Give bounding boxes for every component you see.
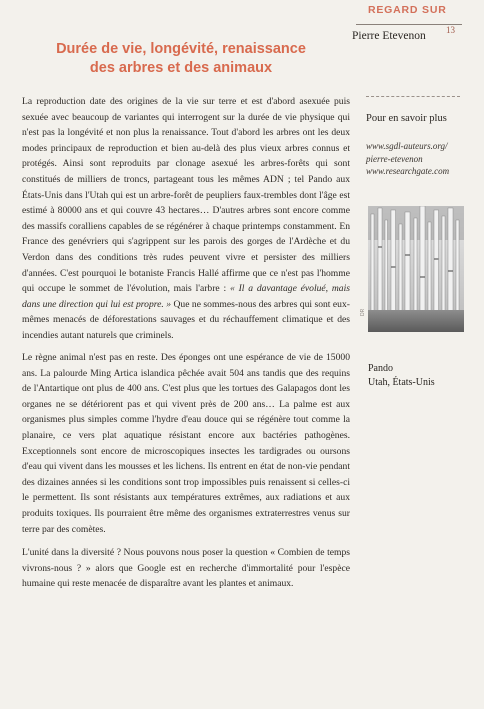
article-title: [22, 40, 340, 78]
sidebar-link-sgdl-path[interactable]: pierre-etevenon: [366, 153, 423, 164]
author-name: Pierre Etevenon: [352, 30, 426, 42]
article-title-line-1: Durée de vie, longévité, renaissance: [56, 41, 306, 57]
paragraph-trees: [22, 94, 350, 344]
sidebar-link-sgdl[interactable]: www.sgdl-auteurs.org/: [366, 141, 448, 151]
halle-quote: « Il a davantage évolué, mais dans une direction qui lui est propre. »: [22, 283, 350, 310]
paragraph-animals: [22, 350, 350, 537]
paragraph-animals-text: Le règne animal n'est pas en reste. Des éponges ont une espérance de vie de 15000 ans. La palourde Ming Artica islandica pêchée avait 504 ans tandis que des requins de l'Antartique ont plus de 400 ans. C'est plus que les tortues des Galapagos dont les organes ne se détériorent pas et qui vivent près de 200 ans… La palme est aux organismes plus simples comme l'hydre d'eau douce qui se régénère tout comme la planaire, ce vers plat aquatique résistant encore aux bactéries pathogènes. Exceptionnels sont encore de microscopiques insectes les tardigrades ou oursons d'eau qui vivent dans les mousses et les lichens. Ils entrent en état de non-vie pendant des dizaines années si les conditions sont trop impossibles puis renaissent si celles-ci le permettent. Ils sont résistants aux températures extrêmes, aux radiations et aux produits toxiques. Ils pourraient être même des organismes extraterrestres venus sur terre par des comètes.: [22, 352, 350, 535]
sidebar-link-researchgate[interactable]: www.researchgate.com: [366, 166, 450, 176]
page-number: 13: [446, 25, 455, 35]
photo-credit: DR: [360, 308, 366, 316]
caption-place: Pando: [368, 363, 393, 374]
sidebar-heading: Pour en savoir plus: [366, 113, 447, 124]
article-title-line-2: des arbres et des animaux: [89, 60, 273, 76]
paragraph-trees-conclusion: Que ne sommes-nous des arbres qui sont eux-mêmes menacés de déforestations sauvages et du réchauffement climatique et des incendies autant naturels que criminels.: [22, 298, 350, 341]
paragraph-unity-text: L'unité dans la diversité ? Nous pouvons nous poser la question « Combien de temps vivrons-nous ? » alors que Google est en recherche d'immortalité pour l'espèce humaine qui reste menacée de disparaître avant les plantes et animaux.: [22, 547, 350, 590]
caption-location: Utah, États-Unis: [368, 377, 435, 388]
sidebar-divider: [366, 96, 460, 97]
section-label: REGARD SUR: [368, 4, 447, 16]
paragraph-trees-text: La reproduction date des origines de la vie sur terre et est d'abord asexuée puis sexuée avec beaucoup de variantes qui interrogent sur la durée de vie physique qui n'est pas la longévité et non plus la renaissance. Tout d'abord les arbres ont les deux modes principaux de reproduction et bien au-delà des plus vieux arbres connus et protégés. Ainsi sont reproduits par clonage asexué les arbres-forêts qui sont constitués de milliers de troncs, partageant tous les mêmes ADN ; tel Pando aux États-Unis dans l'Utah qui est un arbre-forêt de peupliers faux-trembles dont l'âge est estimé à 80000 ans et qui couvre 43 hectares… D'autres arbres sont encore comme des massifs coralliens capables de se régénérer à chaque printemps constamment. En France des genévriers qui s'agrippent sur les parois des gorges de l'Ardèche et du Verdon dans des conditions très rudes peuvent vivre et persister des milliers d'années. C'est pourquoi le botaniste Francis Hallé affirme que ce n'est pas l'homme qui occupe le sommet de l'évolution, mais l'arbre :: [22, 96, 350, 295]
paragraph-unity: [22, 545, 350, 592]
aspen-forest-photo: [368, 206, 464, 332]
sidebar-links: [366, 140, 476, 178]
photo-caption: [368, 362, 435, 390]
